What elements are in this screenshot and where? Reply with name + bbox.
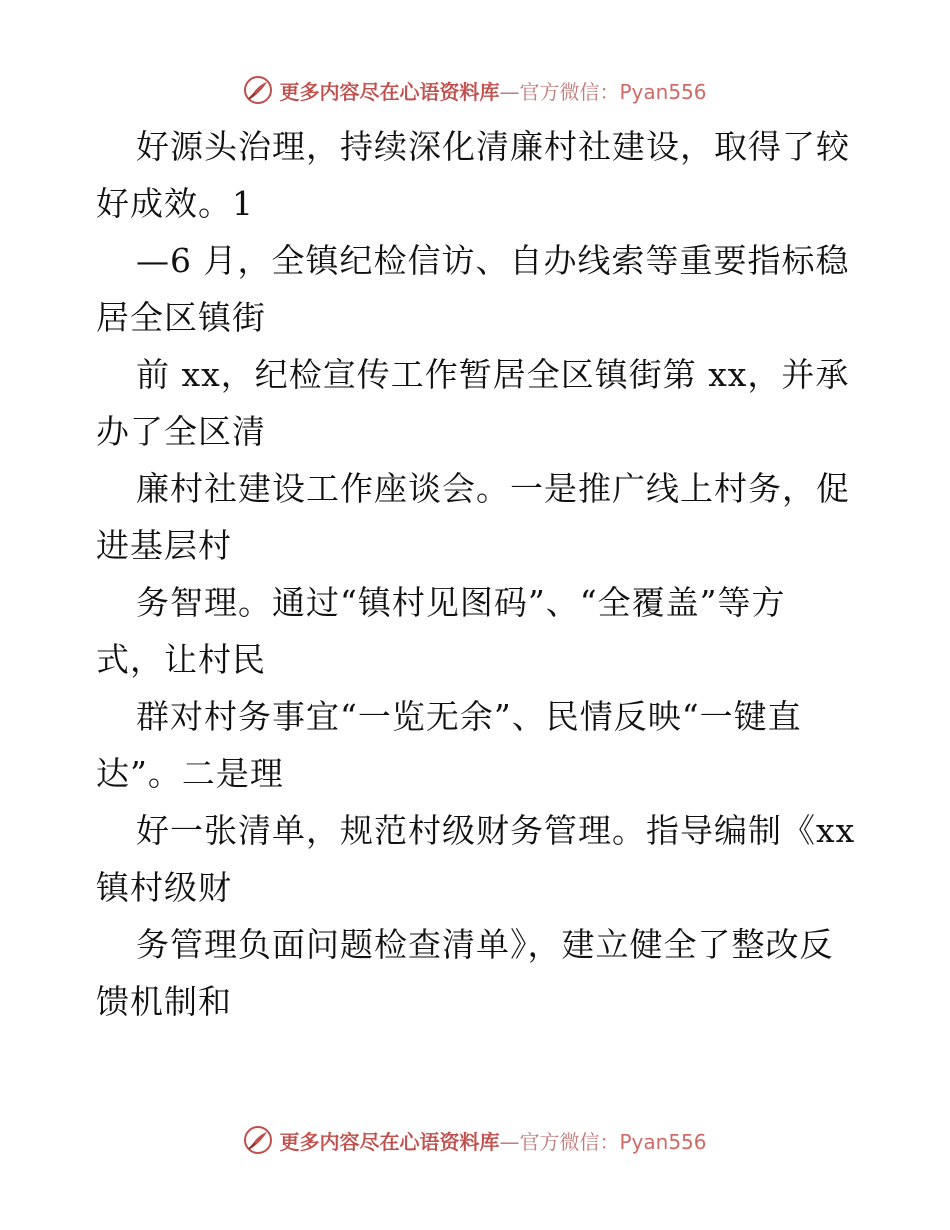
- text-line: 廉村社建设工作座谈会。一是推广线上村务，促: [136, 469, 850, 508]
- text-line: 务智理。通过“镇村见图码”、“全覆盖”等方: [136, 583, 786, 622]
- text-line: 达”。二是理: [96, 754, 284, 793]
- watermark-brand: 更多内容尽在心语资料库: [279, 1129, 500, 1154]
- document-body: [96, 118, 856, 1030]
- feather-pen-icon: [243, 1125, 273, 1155]
- watermark-separator: —: [499, 1129, 520, 1154]
- text-line: 前 xx，纪检宣传工作暂居全区镇街第 xx，并承: [136, 355, 850, 394]
- watermark-account: Pyan556: [619, 1129, 707, 1154]
- text-line: 镇村级财: [96, 868, 232, 907]
- text-line: 进基层村: [96, 526, 232, 565]
- footer-watermark: [0, 1120, 950, 1160]
- text-line: 好一张清单，规范村级财务管理。指导编制《xx: [136, 811, 856, 850]
- header-watermark: [0, 70, 950, 110]
- feather-pen-icon: [243, 75, 273, 105]
- watermark-brand: 更多内容尽在心语资料库: [279, 79, 500, 104]
- text-line: 群对村务事宜“一览无余”、民情反映“一键直: [136, 697, 802, 736]
- watermark-official-label: 官方微信：: [519, 79, 620, 104]
- text-line: 好成效。1: [96, 184, 254, 223]
- watermark-text: [279, 1126, 706, 1155]
- watermark-official-label: 官方微信：: [519, 1129, 620, 1154]
- text-line: 务管理负面问题检查清单》，建立健全了整改反: [136, 925, 834, 964]
- text-line: 馈机制和: [96, 982, 232, 1021]
- text-line: 办了全区清: [96, 412, 266, 451]
- text-line: 居全区镇街: [96, 298, 266, 337]
- text-line: 式，让村民: [96, 640, 266, 679]
- watermark-text: [279, 76, 706, 105]
- watermark-separator: —: [499, 79, 520, 104]
- text-line: 好源头治理，持续深化清廉村社建设，取得了较: [136, 127, 850, 166]
- text-line: —6 月，全镇纪检信访、自办线索等重要指标稳: [136, 241, 850, 280]
- watermark-account: Pyan556: [619, 79, 707, 104]
